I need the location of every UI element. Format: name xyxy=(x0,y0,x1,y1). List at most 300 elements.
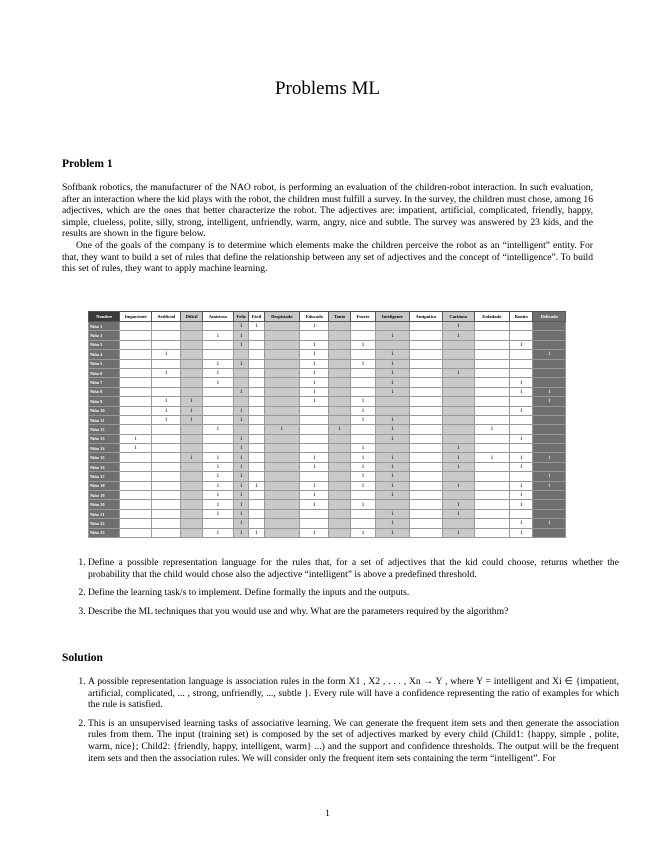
table-cell xyxy=(510,397,533,406)
table-cell: 1 xyxy=(202,491,233,500)
row-label: Niño 1 xyxy=(89,322,120,331)
table-cell xyxy=(151,500,180,509)
table-cell: 1 xyxy=(151,415,180,424)
table-cell: 1 xyxy=(300,359,329,368)
table-cell: 1 xyxy=(300,500,329,509)
table-cell xyxy=(264,340,300,349)
table-cell xyxy=(202,415,233,424)
table-cell xyxy=(181,340,202,349)
table-cell: 1 xyxy=(510,453,533,462)
table-cell xyxy=(474,444,510,453)
table-cell xyxy=(202,387,233,396)
table-cell xyxy=(151,462,180,471)
table-cell xyxy=(533,434,566,443)
table-cell xyxy=(234,350,249,359)
table-cell: 1 xyxy=(234,500,249,509)
table-cell xyxy=(533,322,566,331)
table-cell xyxy=(181,378,202,387)
table-cell xyxy=(376,397,409,406)
table-cell xyxy=(474,378,510,387)
table-cell xyxy=(409,378,442,387)
table-cell xyxy=(474,528,510,537)
column-header: Amistoso xyxy=(202,312,233,322)
column-header: Tonto xyxy=(329,312,350,322)
table-cell xyxy=(409,519,442,528)
table-cell xyxy=(474,340,510,349)
table-cell: 1 xyxy=(181,397,202,406)
table-cell xyxy=(264,528,300,537)
table-cell xyxy=(329,378,350,387)
table-cell xyxy=(409,528,442,537)
table-cell: 1 xyxy=(202,509,233,518)
table-row xyxy=(89,415,566,424)
table-cell xyxy=(249,387,264,396)
table-cell: 1 xyxy=(202,368,233,377)
table-cell xyxy=(474,434,510,443)
table-cell: 1 xyxy=(202,359,233,368)
column-header: Feliz xyxy=(234,312,249,322)
column-header: Despistado xyxy=(264,312,300,322)
table-cell: 1 xyxy=(234,472,249,481)
table-cell xyxy=(181,359,202,368)
question-item: 2. Define the learning task/s to implement. Define formally the inputs and the outputs. xyxy=(88,587,619,599)
table-cell: 1 xyxy=(181,415,202,424)
table-cell: 1 xyxy=(376,472,409,481)
page-number: 1 xyxy=(325,808,330,819)
table-cell: 1 xyxy=(350,453,375,462)
table-cell xyxy=(443,378,474,387)
table-cell: 1 xyxy=(234,453,249,462)
table-cell xyxy=(120,359,151,368)
table-cell: 1 xyxy=(350,462,375,471)
column-header: Inteligente xyxy=(376,312,409,322)
row-label: Niño 16 xyxy=(89,462,120,471)
table-cell xyxy=(533,415,566,424)
table-cell: 1 xyxy=(376,519,409,528)
table-cell xyxy=(533,528,566,537)
table-cell xyxy=(443,397,474,406)
table-row xyxy=(89,397,566,406)
table-cell xyxy=(329,481,350,490)
table-row xyxy=(89,406,566,415)
table-cell xyxy=(264,444,300,453)
table-cell xyxy=(443,491,474,500)
table-cell: 1 xyxy=(533,453,566,462)
table-cell: 1 xyxy=(376,528,409,537)
table-cell xyxy=(329,415,350,424)
table-cell: 1 xyxy=(533,519,566,528)
row-label: Niño 19 xyxy=(89,491,120,500)
table-cell: 1 xyxy=(474,425,510,434)
table-cell: 1 xyxy=(350,340,375,349)
table-cell xyxy=(151,491,180,500)
table-cell xyxy=(202,519,233,528)
table-cell xyxy=(120,322,151,331)
table-cell: 1 xyxy=(202,331,233,340)
table-cell xyxy=(533,509,566,518)
table-cell xyxy=(300,509,329,518)
table-cell: 1 xyxy=(329,425,350,434)
table-cell xyxy=(329,331,350,340)
row-label: Niño 23 xyxy=(89,528,120,537)
table-cell xyxy=(120,491,151,500)
table-row xyxy=(89,491,566,500)
table-cell xyxy=(249,472,264,481)
table-cell xyxy=(329,444,350,453)
table-cell: 1 xyxy=(443,331,474,340)
table-cell: 1 xyxy=(202,472,233,481)
table-cell xyxy=(120,415,151,424)
table-cell xyxy=(151,472,180,481)
table-cell: 1 xyxy=(234,444,249,453)
table-cell xyxy=(249,397,264,406)
table-cell xyxy=(376,500,409,509)
table-cell xyxy=(249,519,264,528)
table-cell xyxy=(264,397,300,406)
table-cell xyxy=(181,462,202,471)
table-cell: 1 xyxy=(234,434,249,443)
row-label: Niño 9 xyxy=(89,397,120,406)
table-cell xyxy=(249,425,264,434)
table-cell: 1 xyxy=(234,340,249,349)
table-cell xyxy=(264,472,300,481)
table-cell: 1 xyxy=(151,368,180,377)
row-label: Niño 4 xyxy=(89,350,120,359)
table-cell: 1 xyxy=(151,397,180,406)
table-cell xyxy=(350,368,375,377)
table-cell xyxy=(300,425,329,434)
table-cell: 1 xyxy=(181,406,202,415)
table-cell: 1 xyxy=(234,322,249,331)
table-cell xyxy=(510,444,533,453)
table-cell xyxy=(409,340,442,349)
table-cell: 1 xyxy=(300,462,329,471)
table-cell xyxy=(533,378,566,387)
table-cell xyxy=(409,350,442,359)
table-cell: 1 xyxy=(151,350,180,359)
table-cell xyxy=(120,340,151,349)
table-cell: 1 xyxy=(443,481,474,490)
solution-item: 1. A possible representation language is association rules in the form X1 , X2 , . . . , Xn → Y , where Y = intelligent and Xi ∈ {impatient, artificial, complicated, ... , strong, unfriendly, ..., subtle }. Every rule will have a confidence representing the ratio of examples for which the rule is satisfied. xyxy=(88,676,619,711)
table-cell xyxy=(409,444,442,453)
table-cell: 1 xyxy=(300,340,329,349)
table-cell xyxy=(443,387,474,396)
table-cell: 1 xyxy=(249,481,264,490)
table-cell: 1 xyxy=(376,453,409,462)
table-cell: 1 xyxy=(350,444,375,453)
table-cell xyxy=(533,406,566,415)
table-cell xyxy=(264,462,300,471)
table-cell xyxy=(151,387,180,396)
row-label: Niño 10 xyxy=(89,406,120,415)
table-cell xyxy=(151,331,180,340)
table-cell xyxy=(443,434,474,443)
table-cell xyxy=(329,519,350,528)
table-cell: 1 xyxy=(234,491,249,500)
table-cell xyxy=(409,331,442,340)
table-cell xyxy=(264,331,300,340)
table-cell xyxy=(151,528,180,537)
table-cell xyxy=(329,434,350,443)
table-cell: 1 xyxy=(300,350,329,359)
table-cell xyxy=(120,397,151,406)
table-cell xyxy=(409,368,442,377)
row-label: Niño 13 xyxy=(89,434,120,443)
table-cell xyxy=(474,491,510,500)
table-cell xyxy=(234,397,249,406)
table-cell: 1 xyxy=(300,491,329,500)
table-cell: 1 xyxy=(300,322,329,331)
table-cell: 1 xyxy=(151,406,180,415)
table-cell xyxy=(329,340,350,349)
table-cell xyxy=(474,509,510,518)
table-cell xyxy=(329,397,350,406)
table-cell xyxy=(443,519,474,528)
table-row xyxy=(89,481,566,490)
table-row xyxy=(89,359,566,368)
table-cell xyxy=(533,331,566,340)
table-cell: 1 xyxy=(350,481,375,490)
table-row xyxy=(89,528,566,537)
table-cell: 1 xyxy=(376,368,409,377)
table-cell xyxy=(474,368,510,377)
table-cell xyxy=(181,519,202,528)
table-cell xyxy=(329,406,350,415)
table-cell xyxy=(376,340,409,349)
table-cell: 1 xyxy=(202,425,233,434)
table-cell xyxy=(350,519,375,528)
table-cell xyxy=(510,331,533,340)
table-cell xyxy=(376,406,409,415)
column-header: Impaciente xyxy=(120,312,151,322)
table-cell xyxy=(443,359,474,368)
table-cell xyxy=(350,491,375,500)
table-row xyxy=(89,340,566,349)
table-cell xyxy=(474,397,510,406)
row-label: Niño 6 xyxy=(89,368,120,377)
table-cell xyxy=(202,406,233,415)
table-cell xyxy=(350,425,375,434)
table-cell xyxy=(120,331,151,340)
table-cell xyxy=(249,406,264,415)
table-cell: 1 xyxy=(249,528,264,537)
table-cell xyxy=(151,444,180,453)
table-cell: 1 xyxy=(202,500,233,509)
problem-description xyxy=(62,182,593,275)
table-cell xyxy=(181,528,202,537)
table-cell: 1 xyxy=(510,491,533,500)
table-cell xyxy=(409,509,442,518)
table-cell: 1 xyxy=(533,387,566,396)
table-cell: 1 xyxy=(120,434,151,443)
table-cell xyxy=(474,387,510,396)
table-cell: 1 xyxy=(350,359,375,368)
table-cell: 1 xyxy=(443,528,474,537)
table-cell xyxy=(264,415,300,424)
table-cell xyxy=(409,481,442,490)
table-cell xyxy=(350,350,375,359)
table-cell: 1 xyxy=(300,397,329,406)
table-row xyxy=(89,519,566,528)
table-cell: 1 xyxy=(350,472,375,481)
table-cell xyxy=(181,500,202,509)
table-cell: 1 xyxy=(533,481,566,490)
table-cell xyxy=(181,472,202,481)
table-cell xyxy=(249,368,264,377)
survey-results-table xyxy=(88,311,566,538)
table-cell xyxy=(350,509,375,518)
table-cell xyxy=(409,425,442,434)
table-row xyxy=(89,509,566,518)
problem-heading: Problem 1 xyxy=(62,158,113,170)
table-cell xyxy=(409,500,442,509)
table-cell xyxy=(264,359,300,368)
table-cell xyxy=(409,406,442,415)
table-cell: 1 xyxy=(510,462,533,471)
table-cell xyxy=(329,359,350,368)
table-cell xyxy=(181,434,202,443)
table-cell xyxy=(533,425,566,434)
table-cell xyxy=(120,462,151,471)
table-cell xyxy=(409,472,442,481)
table-cell xyxy=(350,331,375,340)
table-cell: 1 xyxy=(376,425,409,434)
table-cell xyxy=(249,359,264,368)
table-cell xyxy=(510,472,533,481)
table-cell xyxy=(329,322,350,331)
table-cell xyxy=(350,434,375,443)
table-cell xyxy=(533,340,566,349)
question-item: 1. Define a possible representation language for the rules that, for a set of adjectives that the kid could choose, returns whether the probability that the child would chose also the adjective “intelligent” is above a predefined threshold. xyxy=(88,557,619,580)
table-cell: 1 xyxy=(443,322,474,331)
table-cell xyxy=(474,462,510,471)
row-label: Niño 2 xyxy=(89,331,120,340)
table-cell xyxy=(151,340,180,349)
table-cell: 1 xyxy=(202,453,233,462)
table-cell: 1 xyxy=(181,453,202,462)
table-row xyxy=(89,444,566,453)
table-row xyxy=(89,434,566,443)
table-cell xyxy=(474,331,510,340)
table-cell xyxy=(510,322,533,331)
table-cell xyxy=(443,415,474,424)
table-row xyxy=(89,453,566,462)
table-cell xyxy=(249,500,264,509)
table-cell xyxy=(300,444,329,453)
table-cell: 1 xyxy=(376,331,409,340)
table-cell xyxy=(409,491,442,500)
problem-paragraph-2: One of the goals of the company is to determine which elements make the children perceive the robot as an “intelligent” entity. For that, they want to build a set of rules that define the relationship between any set of adjectives and the concept of “intelligence”. To build this set of rules, they want to apply machine learning. xyxy=(62,239,593,275)
table-cell: 1 xyxy=(376,434,409,443)
table-cell xyxy=(443,340,474,349)
table-cell: 1 xyxy=(376,387,409,396)
table-header-row xyxy=(89,312,566,322)
table-cell xyxy=(329,387,350,396)
table-cell xyxy=(329,368,350,377)
table-cell: 1 xyxy=(234,415,249,424)
table-cell: 1 xyxy=(443,368,474,377)
table-cell xyxy=(533,500,566,509)
table-cell xyxy=(474,406,510,415)
table-cell xyxy=(120,500,151,509)
table-cell xyxy=(350,322,375,331)
table-cell xyxy=(249,509,264,518)
row-label: Niño 15 xyxy=(89,453,120,462)
table-cell xyxy=(264,387,300,396)
table-cell xyxy=(329,500,350,509)
table-cell xyxy=(151,481,180,490)
table-cell xyxy=(151,322,180,331)
table-cell xyxy=(300,519,329,528)
table-cell xyxy=(249,331,264,340)
table-cell: 1 xyxy=(234,481,249,490)
table-cell: 1 xyxy=(376,415,409,424)
table-cell xyxy=(329,491,350,500)
table-cell: 1 xyxy=(300,528,329,537)
column-header: Bonito xyxy=(510,312,533,322)
table-cell xyxy=(510,368,533,377)
table-cell xyxy=(443,425,474,434)
table-cell: 1 xyxy=(443,444,474,453)
table-cell xyxy=(409,359,442,368)
table-cell: 1 xyxy=(234,387,249,396)
table-cell: 1 xyxy=(234,509,249,518)
table-cell: 1 xyxy=(350,397,375,406)
solution-list xyxy=(62,676,619,771)
table-cell: 1 xyxy=(443,462,474,471)
table-cell xyxy=(264,509,300,518)
table-cell xyxy=(474,519,510,528)
table-cell xyxy=(409,453,442,462)
question-list xyxy=(62,557,619,624)
column-header: Artificial xyxy=(151,312,180,322)
table-row xyxy=(89,378,566,387)
table-cell xyxy=(120,378,151,387)
table-cell xyxy=(329,453,350,462)
table-cell xyxy=(533,491,566,500)
table-cell xyxy=(151,425,180,434)
table-cell xyxy=(120,387,151,396)
table-cell: 1 xyxy=(510,387,533,396)
table-cell: 1 xyxy=(376,462,409,471)
column-header: Fuerte xyxy=(350,312,375,322)
table-cell xyxy=(264,453,300,462)
column-header: Delicado xyxy=(533,312,566,322)
solution-heading: Solution xyxy=(62,652,103,664)
table-cell: 1 xyxy=(234,519,249,528)
table-cell xyxy=(376,444,409,453)
table-cell xyxy=(202,322,233,331)
row-label: Niño 22 xyxy=(89,519,120,528)
table-cell xyxy=(151,519,180,528)
table-cell: 1 xyxy=(234,528,249,537)
table-cell: 1 xyxy=(264,425,300,434)
table-cell xyxy=(249,444,264,453)
table-cell xyxy=(249,453,264,462)
table-row xyxy=(89,350,566,359)
table-cell xyxy=(533,359,566,368)
table-cell xyxy=(202,340,233,349)
table-cell xyxy=(120,509,151,518)
table-cell: 1 xyxy=(376,359,409,368)
table-cell: 1 xyxy=(234,359,249,368)
table-cell: 1 xyxy=(510,406,533,415)
table-cell xyxy=(264,368,300,377)
table-cell xyxy=(151,434,180,443)
table-cell xyxy=(234,368,249,377)
table-cell xyxy=(120,406,151,415)
row-label: Niño 14 xyxy=(89,444,120,453)
